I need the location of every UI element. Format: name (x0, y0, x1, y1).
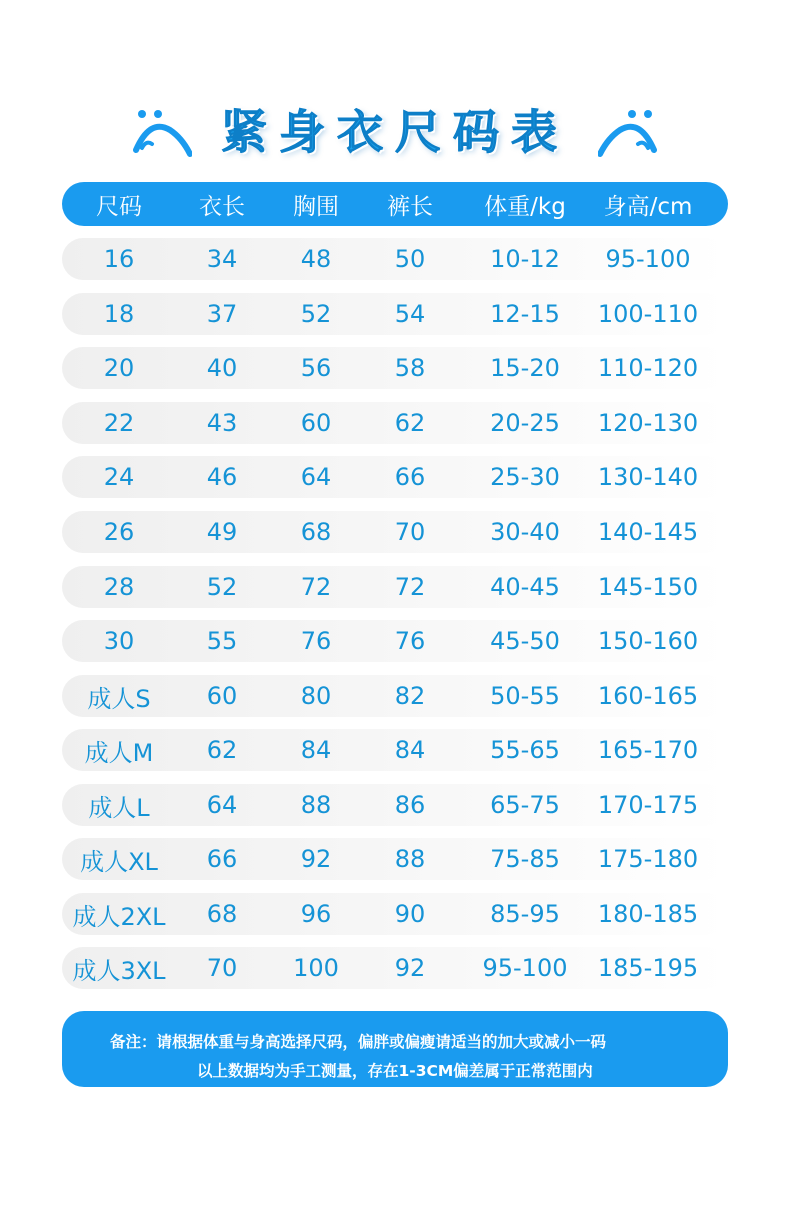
size-cell: 24 (103, 463, 135, 491)
length-cell: 60 (206, 682, 238, 710)
note-line-1: 备注：请根据体重与身高选择尺码，偏胖或偏瘦请适当的加大或减小一码 (110, 1033, 607, 1051)
height-cell: 110-120 (597, 354, 699, 382)
chest-cell: 100 (293, 954, 339, 982)
height-cell: 180-185 (597, 900, 699, 928)
size-cell: 30 (103, 627, 135, 655)
size-cell: 20 (103, 354, 135, 382)
header-weight: 体重/kg (484, 193, 566, 220)
length-cell: 37 (206, 300, 238, 328)
height-cell: 175-180 (597, 845, 699, 873)
length-cell: 52 (206, 573, 238, 601)
chest-cell: 92 (300, 845, 332, 873)
weight-cell: 85-95 (490, 900, 560, 928)
weight-cell: 45-50 (490, 627, 560, 655)
weight-cell: 12-15 (490, 300, 560, 328)
table-row (62, 238, 728, 280)
height-cell: 95-100 (605, 245, 691, 273)
table-row (62, 347, 728, 389)
length-cell: 68 (206, 900, 238, 928)
size-cell: 成人L (88, 793, 150, 822)
table-row (62, 293, 728, 335)
pants-length-cell: 82 (394, 682, 426, 710)
length-cell: 49 (206, 518, 238, 546)
table-row (62, 402, 728, 444)
chest-cell: 60 (300, 409, 332, 437)
length-cell: 70 (206, 954, 238, 982)
header-chest: 胸围 (293, 193, 339, 220)
height-cell: 160-165 (597, 682, 699, 710)
table-row (62, 566, 728, 608)
chest-cell: 72 (300, 573, 332, 601)
size-cell: 成人S (87, 684, 151, 713)
size-cell: 16 (103, 245, 135, 273)
chest-cell: 56 (300, 354, 332, 382)
table-row (62, 784, 728, 826)
pants-length-cell: 86 (394, 791, 426, 819)
header-pants-length: 裤长 (387, 193, 433, 220)
table-row (62, 675, 728, 717)
header-length: 衣长 (199, 193, 245, 220)
size-cell: 成人XL (80, 847, 158, 876)
chest-cell: 80 (300, 682, 332, 710)
pants-length-cell: 88 (394, 845, 426, 873)
table-row (62, 511, 728, 553)
height-cell: 185-195 (597, 954, 699, 982)
size-cell: 28 (103, 573, 135, 601)
chest-cell: 96 (300, 900, 332, 928)
height-cell: 165-170 (597, 736, 699, 764)
header-height: 身高/cm (603, 193, 693, 220)
height-cell: 170-175 (597, 791, 699, 819)
pants-length-cell: 62 (394, 409, 426, 437)
table-row (62, 729, 728, 771)
length-cell: 34 (206, 245, 238, 273)
chest-cell: 48 (300, 245, 332, 273)
height-cell: 140-145 (597, 518, 699, 546)
chest-cell: 68 (300, 518, 332, 546)
weight-cell: 50-55 (490, 682, 560, 710)
table-row (62, 947, 728, 989)
length-cell: 64 (206, 791, 238, 819)
weight-cell: 20-25 (490, 409, 560, 437)
page-title: 紧身衣尺码表 (221, 105, 569, 159)
weight-cell: 15-20 (490, 354, 560, 382)
pants-length-cell: 66 (394, 463, 426, 491)
length-cell: 66 (206, 845, 238, 873)
size-cell: 成人2XL (72, 902, 166, 931)
page-title-wrap (0, 96, 790, 168)
chest-cell: 52 (300, 300, 332, 328)
weight-cell: 25-30 (490, 463, 560, 491)
length-cell: 43 (206, 409, 238, 437)
chest-cell: 64 (300, 463, 332, 491)
weight-cell: 95-100 (482, 954, 568, 982)
chest-cell: 84 (300, 736, 332, 764)
size-cell: 26 (103, 518, 135, 546)
pants-length-cell: 92 (394, 954, 426, 982)
pants-length-cell: 50 (394, 245, 426, 273)
size-cell: 成人M (84, 738, 154, 767)
weight-cell: 75-85 (490, 845, 560, 873)
note-line-2: 以上数据均为手工测量，存在1-3CM偏差属于正常范围内 (197, 1062, 593, 1080)
length-cell: 40 (206, 354, 238, 382)
pants-length-cell: 58 (394, 354, 426, 382)
height-cell: 150-160 (597, 627, 699, 655)
length-cell: 46 (206, 463, 238, 491)
length-cell: 62 (206, 736, 238, 764)
size-cell: 18 (103, 300, 135, 328)
table-header (62, 182, 728, 226)
note-box (62, 1011, 728, 1087)
height-cell: 130-140 (597, 463, 699, 491)
height-cell: 120-130 (597, 409, 699, 437)
weight-cell: 40-45 (490, 573, 560, 601)
height-cell: 145-150 (597, 573, 699, 601)
pants-length-cell: 90 (394, 900, 426, 928)
table-row (62, 456, 728, 498)
pants-length-cell: 54 (394, 300, 426, 328)
height-cell: 100-110 (597, 300, 699, 328)
table-row (62, 893, 728, 935)
length-cell: 55 (206, 627, 238, 655)
weight-cell: 30-40 (490, 518, 560, 546)
size-cell: 22 (103, 409, 135, 437)
pants-length-cell: 76 (394, 627, 426, 655)
weight-cell: 55-65 (490, 736, 560, 764)
header-size: 尺码 (96, 193, 142, 220)
pants-length-cell: 70 (394, 518, 426, 546)
table-row (62, 620, 728, 662)
pants-length-cell: 84 (394, 736, 426, 764)
weight-cell: 65-75 (490, 791, 560, 819)
table-row (62, 838, 728, 880)
size-cell: 成人3XL (72, 956, 166, 985)
chest-cell: 76 (300, 627, 332, 655)
weight-cell: 10-12 (490, 245, 560, 273)
chest-cell: 88 (300, 791, 332, 819)
pants-length-cell: 72 (394, 573, 426, 601)
